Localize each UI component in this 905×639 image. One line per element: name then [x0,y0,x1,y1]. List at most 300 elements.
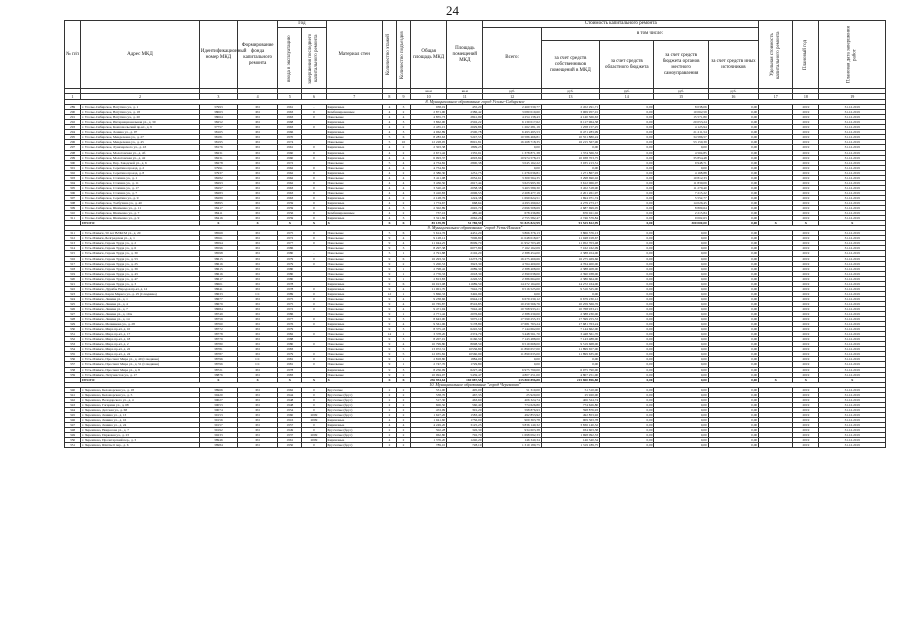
table-cell: 2 [382,402,396,407]
table-cell: РО [238,165,278,170]
table-cell: г. Усолье-Сибирское, Стопина ул., д. 1 [81,175,200,180]
table-cell: 1981 [278,357,302,362]
table-cell: г. Усолье-Сибирское, Стопина ул., д. 11 [81,180,200,185]
table-cell: 2076,60 [447,312,483,317]
table-cell: 38677 [199,296,237,301]
table-cell: 2019 [793,443,819,448]
table-cell: 1950 [278,443,302,448]
table-cell: 4 [396,190,410,195]
table-cell: 31.12.2019 [819,256,886,261]
table-cell: 310 [65,211,81,216]
table-cell: 9 [382,241,396,246]
table-cell: 38064 [199,115,237,120]
table-cell: 792,70 [447,433,483,438]
table-cell: г. Усолье-Сибирское, Серетина проезд, д. 2 [81,165,200,170]
table-cell: 1 [396,357,410,362]
table-cell: 0,00 [654,423,708,428]
table-cell: 0,00 [708,160,758,165]
table-cell: 1980 [278,266,302,271]
table-cell: 0,00 [654,291,708,296]
table-cell: 2019 [793,211,819,216]
table-cell: 3 [396,317,410,322]
table-cell: 0,00 [708,246,758,251]
table-cell: 2019 [793,150,819,155]
table-cell: 39074 [199,407,237,412]
table-cell: 333 [65,342,81,347]
table-cell: 1949 [278,428,302,433]
table-cell: 31.12.2019 [819,332,886,337]
table-cell: 0 [302,402,326,407]
table-cell: 0,00 [600,130,654,135]
table-cell: 15 571,80 [654,115,708,120]
table-cell: г. Усть-Илимск, Мира пр-кт, д. 2 [81,342,200,347]
table-cell: 31.12.2019 [819,271,886,276]
table-cell: 4 [382,438,396,443]
table-cell: 2 [396,145,410,150]
table-cell: 38063 [199,110,237,115]
table-cell: 0,00 [708,266,758,271]
table-cell: 4 [396,115,410,120]
table-cell: 1961 [278,438,302,443]
table-cell: 2019 [793,438,819,443]
table-cell: 31.12.2019 [819,433,886,438]
table-cell: 38616 [199,271,237,276]
col-header-wall-material: Материал стен [326,21,382,89]
table-cell: 305 [65,185,81,190]
table-cell: г. Усть-Илимск, 50 лет ВЛКСМ ул., д. 20 [81,231,200,236]
table-cell: 17 681 763,24 [483,322,541,327]
table-cell: X [199,377,237,382]
table-cell: 39192 [199,428,237,433]
table-cell: 0,00 [600,110,654,115]
table-cell: 2 871,90 [411,110,447,115]
table-cell: 0,00 [654,392,708,397]
table-cell: 1 [396,266,410,271]
table-cell: 4 [382,206,396,211]
table-cell: 10 799,80 [411,342,447,347]
table-cell: 0,00 [708,216,758,221]
table-cell: г. Черемхово, Шахты 6 пер., д. 6 [81,443,200,448]
table-cell: 325 [65,301,81,306]
table-cell: 31.12.2019 [819,317,886,322]
table-cell: РО [238,312,278,317]
table-cell: Кирпичные [326,125,382,130]
table-cell: 38778 [199,332,237,337]
table-cell: 1583,40 [447,412,483,417]
table-cell: 4 [238,94,278,100]
table-cell: 2 [382,443,396,448]
table-cell: 0,00 [600,125,654,130]
table-cell: 9 948,71 [654,160,708,165]
table-cell: 38297 [199,185,237,190]
table-cell: 4 [382,170,396,175]
table-cell: 0,00 [708,180,758,185]
table-cell: 9 [382,276,396,281]
table-cell: 7 143 488,00 [541,337,599,342]
table-cell: 31.12.2019 [819,322,886,327]
table-cell: 0 [302,125,326,130]
table-cell: 14 272 164,00 [483,281,541,286]
table-cell: г. Усть-Илимск, Мира пр-кт, д. 24 [81,352,200,357]
table-cell: 0,00 [708,312,758,317]
table-cell: 1 699 624,51 [483,195,541,200]
table-cell: 1 [396,332,410,337]
table-cell: Панельные [326,165,382,170]
table-cell: Кирпичные [326,423,382,428]
table-cell: РО [238,115,278,120]
table-cell: 2 [396,428,410,433]
table-cell: РО [238,190,278,195]
table-cell: 324 [65,296,81,301]
table-cell: 909 363,78 [541,418,599,423]
table-cell: 31.12.2019 [819,130,886,135]
table-cell: 31.12.2019 [819,140,886,145]
table-cell: г. Усть-Илимск, Ленина ул., д. 1 [81,296,200,301]
table-cell: 5 200,53 [411,261,447,266]
table-cell: 4 [382,130,396,135]
table-cell: г. Черемхово, Некрасова ул., д. 7 [81,428,200,433]
table-cell: 1972 [278,160,302,165]
table-cell: X [396,377,410,382]
table-cell: 2089,30 [447,266,483,271]
table-cell: 0 [302,332,326,337]
table-cell: 11 899 657,00 [541,347,599,352]
table-cell: 1 [396,276,410,281]
table-cell: 31.12.2019 [819,347,886,352]
table-cell: г. Усолье-Сибирское, Стопина ул., д. 7 [81,190,200,195]
table-cell: 2 128,76 [411,195,447,200]
table-cell: 2009 [302,418,326,423]
table-cell: 10 938 703,75 [541,155,599,160]
table-cell: 329 [65,322,81,327]
table-cell: РО [238,200,278,205]
table-cell: 335 [65,352,81,357]
table-cell: 31.12.2019 [819,367,886,372]
table-cell: 51 780,59 [447,221,483,226]
table-cell: 215 800 896,88 [483,377,541,382]
table-cell: 10 586 466,81 [483,135,541,140]
table-cell: 4 [382,125,396,130]
table-cell: X [819,221,886,226]
table-cell: 3 069 957,01 [541,110,599,115]
table-cell: 0,00 [600,155,654,160]
table-cell: г. Усолье-Сибирское, Менделеева ул., д. 27 [81,135,200,140]
table-cell: 0 [302,206,326,211]
table-cell: 2 208 477,19 [483,190,541,195]
table-cell: 3 448 561,70 [541,332,599,337]
table-cell: 0,00 [541,357,599,362]
table-cell: 11 899 635,00 [483,352,541,357]
table-cell: 9 [382,306,396,311]
table-cell: 492 853,92 [483,412,541,417]
table-cell: 0 [302,195,326,200]
table-cell: 0,00 [708,443,758,448]
table-cell: 0 [302,216,326,221]
table-cell: 38596 [199,246,237,251]
table-cell: 323 [65,291,81,296]
table-cell: 2062,26 [447,216,483,221]
table-cell: 4 [396,322,410,327]
table-cell: Панельные [326,362,382,367]
table-cell: 598 876,93 [483,407,541,412]
table-cell: Панельные [326,271,382,276]
table-cell: 14 [382,332,396,337]
table-cell: 5 614,76 [411,231,447,236]
table-cell: г. Черемхово, Беломорская ул., д. 18 [81,387,200,392]
table-cell: 6 [396,231,410,236]
table-cell: 1978 [278,286,302,291]
table-cell: г. Усть-Илимск, Энтузиастов ул., д. 17 [81,372,200,377]
table-cell: 3 298 690,02 [541,175,599,180]
table-cell: 0,00 [654,362,708,367]
table-cell: 0,00 [600,165,654,170]
table-cell: X [382,377,396,382]
table-cell: 1979 [278,256,302,261]
table-cell: 0 [302,175,326,180]
table-cell: 0,00 [541,165,599,170]
table-cell: 31.12.2019 [819,170,886,175]
col-header-year-built: ввода в эксплуатацию [278,28,302,89]
table-cell: 38796 [199,362,237,367]
table-cell: г. Усть-Илимск, Белградская ул., д. 1 [81,236,200,241]
table-cell: 0 [302,211,326,216]
table-cell: 17 681 763,24 [541,322,599,327]
table-cell: г. Усть-Илимск, Героев Труда ул., д. 25 [81,261,200,266]
table-cell: 9 516 525,00 [483,286,541,291]
table-cell: г. Усть-Илимск, Дружбы Народов пр-кт, д. 12 [81,286,200,291]
table-cell: РО [238,443,278,448]
table-cell: 2019 [793,276,819,281]
table-cell: 38278 [199,160,237,165]
table-cell: 0,00 [600,140,654,145]
table-cell: 4 [396,296,410,301]
table-cell: Кирпичные [326,195,382,200]
table-cell: 10 812,33 [654,175,708,180]
table-cell: 1988 [278,337,302,342]
table-cell: 31.12.2019 [819,231,886,236]
table-cell: 962,80 [411,433,447,438]
table-cell: 0,00 [600,372,654,377]
table-cell: 11 899 635,00 [541,352,599,357]
table-cell: г. Усолье-Сибирское, Менделеева ул., д. 45 [81,140,200,145]
table-cell: 31.12.2019 [819,443,886,448]
table-cell: 9 [382,357,396,362]
table-cell: 10 765,87 [411,301,447,306]
table-cell: 38231 [199,155,237,160]
table-cell: 11 899 657,00 [483,347,541,352]
table-cell: 0,00 [708,150,758,155]
table-cell: 2500,78 [447,130,483,135]
table-cell: 0 [302,115,326,120]
table-cell: 538,70 [411,392,447,397]
table-cell: 1937 [278,433,302,438]
table-cell: 10 062,59 [654,110,708,115]
table-cell: 1899,23 [447,145,483,150]
table-cell: 10 259 566,76 [483,301,541,306]
table-cell: 0,00 [654,241,708,246]
table-cell: 4 [396,165,410,170]
table-cell: 31.12.2019 [819,428,886,433]
table-cell: 1 694 071,74 [541,195,599,200]
table-cell: 0,00 [708,296,758,301]
table-cell: 7 162 162,09 [541,246,599,251]
table-cell: 10 259 566,76 [541,301,599,306]
table-cell: 5 [382,135,396,140]
table-cell: 1 627,20 [411,412,447,417]
table-cell: 2019 [793,296,819,301]
table-cell: 31.12.2019 [819,195,886,200]
table-cell: РО [238,135,278,140]
table-cell: 2019 [793,266,819,271]
table-cell: 8 283,63 [411,135,447,140]
table-cell: 0,00 [600,412,654,417]
table-cell: 31.12.2019 [819,105,886,110]
table-cell: 4 [396,286,410,291]
table-cell: 0,00 [708,185,758,190]
table-cell: 531,00 [411,387,447,392]
table-cell: 0,00 [708,322,758,327]
table-cell: 21 211,54 [654,130,708,135]
table-cell: 455,20 [447,105,483,110]
table-cell: 5 [396,352,410,357]
table-cell: 2019 [793,342,819,347]
table-cell: 9 002,63 [654,216,708,221]
table-cell: 2019 [793,206,819,211]
table-cell: 31.12.2019 [819,175,886,180]
table-cell: 315 [65,251,81,256]
table-cell: 2 [396,397,410,402]
table-cell: 1224,38 [447,195,483,200]
table-cell: 5178,80 [447,322,483,327]
table-cell: 4 754,82 [411,160,447,165]
table-cell: 3492,90 [447,291,483,296]
table-cell: 53 150,39 [654,140,708,145]
table-cell: 0,00 [708,362,758,367]
table-cell: г. Усолье-Сибирское, Интернациональная ул., д. 30 [81,120,200,125]
table-cell: 1974 [278,140,302,145]
table-cell: 0,00 [654,231,708,236]
table-cell: 1978 [278,367,302,372]
table-cell: РО [238,433,278,438]
table-cell: 1948 [278,402,302,407]
table-cell: 1961 [278,105,302,110]
table-cell: 4 [382,105,396,110]
table-cell: 1 [396,271,410,276]
table-cell: 2006,53 [447,190,483,195]
table-cell: 2019 [793,195,819,200]
table-cell: 3 309 564,35 [483,175,541,180]
table-cell: 5075,10 [447,317,483,322]
table-cell: 8 375,43 [411,327,447,332]
table-cell: 5247,55 [447,135,483,140]
table-cell: 13 972,31 [411,347,447,352]
table-cell: 8691,81 [447,140,483,145]
table-cell: Кирпичные [326,291,382,296]
table-cell: 0,00 [654,256,708,261]
table-cell: 17 599 255,33 [483,317,541,322]
table-cell: 306 [65,190,81,195]
table-cell: 38252 [199,120,237,125]
table-cell: 2019 [793,312,819,317]
table-cell: 0,00 [708,332,758,337]
table-cell: X [396,221,410,226]
table-cell: 2019 [793,246,819,251]
table-cell: 2019 [793,140,819,145]
table-cell: 38780 [199,342,237,347]
table-cell: 0,00 [708,291,758,296]
table-cell: 2 [382,387,396,392]
table-cell: Кирпичные [326,438,382,443]
table-cell: 31.12.2019 [819,352,886,357]
table-cell: 6 [302,94,326,100]
table-cell: г. Черемхово, Детская ул., д. 68 [81,407,200,412]
table-cell: 12 [483,94,541,100]
table-cell: г. Черемхово, Беломорская ул., д. 5 [81,392,200,397]
table-cell: 31.12.2019 [819,397,886,402]
table-cell: 0,00 [600,221,654,226]
table-cell: 2019 [793,392,819,397]
table-cell: Брусчатые (брус) [326,428,382,433]
table-cell: 3 [396,130,410,135]
table-cell: 10 [396,140,410,145]
table-cell: 320 [65,276,81,281]
table-cell: 4 [396,155,410,160]
table-cell: 598 876,93 [541,407,599,412]
table-cell: 0,00 [654,428,708,433]
table-cell: 0,00 [708,190,758,195]
table-cell: Панельные [326,301,382,306]
table-cell: 3 [396,216,410,221]
table-cell: 38876 [199,372,237,377]
table-cell: 9 561,96 [411,322,447,327]
table-cell: 31.12.2019 [819,306,886,311]
table-cell: 1962 [278,165,302,170]
table-cell: 0,00 [708,130,758,135]
table-cell: г. Черемхово, Ленина ул., д. 16 [81,418,200,423]
table-cell: 5 866,33 [411,291,447,296]
table-cell: г. Усолье-Сибирское, Молотовская ул., д. 42 [81,155,200,160]
table-cell: Панельные [326,276,382,281]
table-cell: 2374,70 [447,332,483,337]
table-cell: 31.12.2019 [819,438,886,443]
table-cell: 2019 [793,236,819,241]
table-cell: 11 048 018,67 [541,236,599,241]
table-cell: 31.12.2019 [819,357,886,362]
table-cell: 31.12.2019 [819,145,886,150]
table-cell: РО [238,130,278,135]
table-cell: 0,00 [600,200,654,205]
table-cell: 2019 [793,231,819,236]
table-cell: 0 [302,155,326,160]
table-cell: 31.12.2019 [819,110,886,115]
table-cell: Панельные [326,256,382,261]
table-cell: 0,00 [600,145,654,150]
table-cell: X [793,221,819,226]
table-cell: 2 [396,387,410,392]
table-cell: 0,00 [708,231,758,236]
table-cell: 298 [65,150,81,155]
table-cell: 0,00 [708,347,758,352]
table-cell: РО [238,236,278,241]
table-cell: 2 [382,428,396,433]
table-cell: 289 [65,105,81,110]
table-cell: 2 813,83 [411,276,447,281]
table-cell: 1 [396,312,410,317]
table-cell: 9 238,66 [411,296,447,301]
table-cell: 1960 [278,155,302,160]
table-cell: 38796 [199,357,237,362]
table-cell: 6245,50 [447,327,483,332]
